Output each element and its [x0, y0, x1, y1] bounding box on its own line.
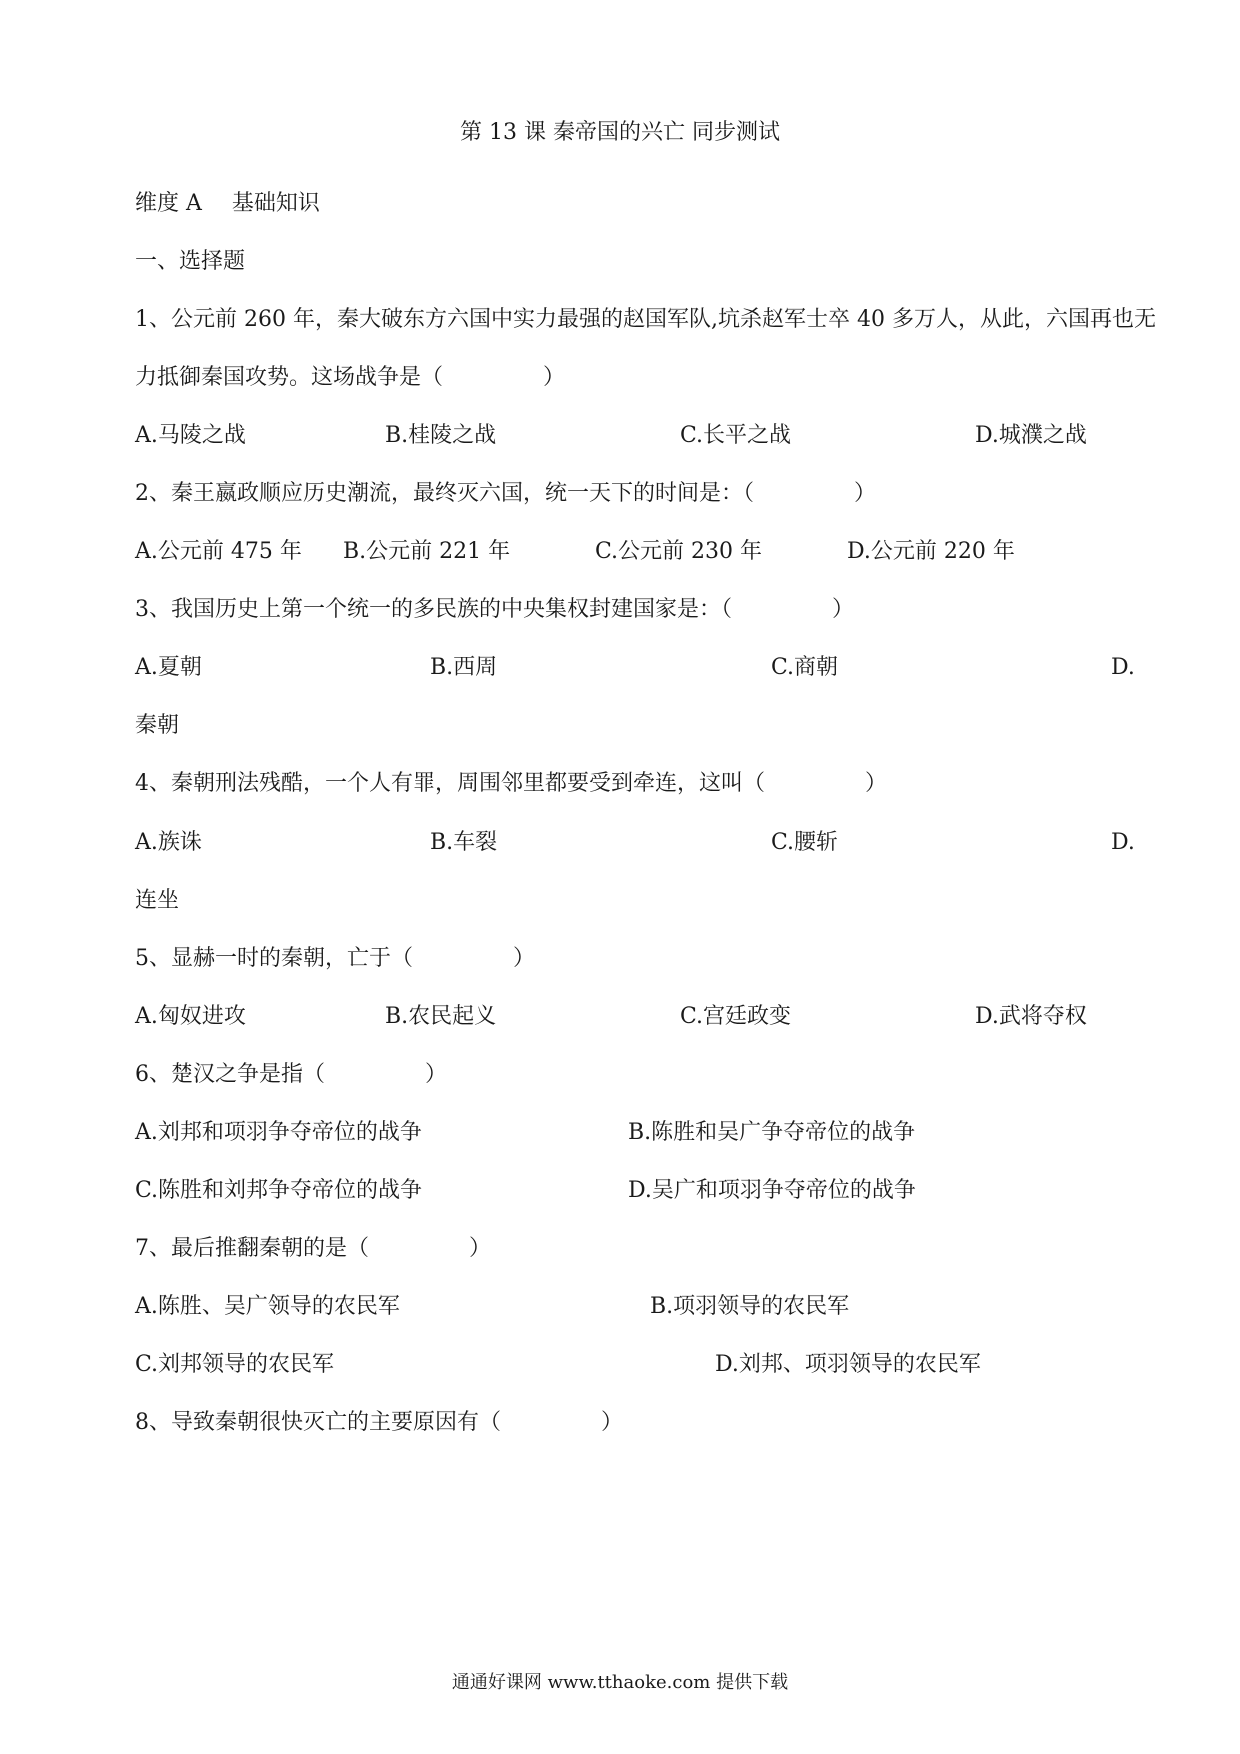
option-a: A.匈奴进攻 — [135, 1004, 246, 1029]
option-b: B.车裂 — [430, 830, 498, 855]
option-a: A.族诛 — [135, 830, 202, 855]
question-type-heading: 一、选择题 — [135, 249, 246, 274]
section-label: 维度 A — [135, 191, 202, 216]
option-c: C.商朝 — [771, 655, 839, 680]
option-d: D.城濮之战 — [975, 423, 1087, 448]
question-3-stem: 3、我国历史上第一个统一的多民族的中央集权封建国家是：（ ） — [135, 597, 855, 622]
option-a: A.陈胜、吴广领导的农民军 — [135, 1294, 400, 1319]
question-6-stem: 6、楚汉之争是指（ ） — [135, 1062, 448, 1087]
question-8-stem: 8、导致秦朝很快灭亡的主要原因有（ ） — [135, 1410, 624, 1435]
option-b: B.西周 — [430, 655, 498, 680]
question-1-stem-line-1: 1、公元前 260 年，秦大破东方六国中实力最强的赵国军队,坑杀赵军士卒 40 多万人，从此，六国再也无 — [135, 307, 1156, 332]
question-4-option-d-continuation: 连坐 — [135, 888, 180, 913]
question-3-option-d-continuation: 秦朝 — [135, 713, 180, 738]
option-a: A.公元前 475 年 — [135, 539, 302, 564]
option-d: D.公元前 220 年 — [847, 539, 1015, 564]
question-4-stem: 4、秦朝刑法残酷，一个人有罪，周围邻里都要受到牵连，这叫（ ） — [135, 771, 888, 796]
option-d: D.武将夺权 — [975, 1004, 1087, 1029]
option-d: D. — [1111, 830, 1135, 855]
question-1-stem-line-2 — [135, 363, 1140, 393]
option-a: A.刘邦和项羽争夺帝位的战争 — [135, 1120, 422, 1145]
option-c: C.陈胜和刘邦争夺帝位的战争 — [135, 1178, 423, 1203]
section-heading — [135, 189, 1140, 219]
question-1-stem-text: 力抵御秦国攻势。这场战争是（ ） — [135, 365, 566, 390]
page-footer: 通通好课网 www.tthaoke.com 提供下载 — [451, 1672, 789, 1693]
question-7-stem: 7、最后推翻秦朝的是（ ） — [135, 1236, 492, 1261]
option-b: B.农民起义 — [385, 1004, 497, 1029]
option-b: B.桂陵之战 — [385, 423, 497, 448]
page-title: 第 13 课 秦帝国的兴亡 同步测试 — [460, 120, 780, 145]
option-d: D.刘邦、项羽领导的农民军 — [715, 1352, 981, 1377]
option-d: D.吴广和项羽争夺帝位的战争 — [628, 1178, 916, 1203]
option-a: A.夏朝 — [135, 655, 202, 680]
question-5-stem: 5、显赫一时的秦朝，亡于（ ） — [135, 946, 536, 971]
option-c: C.长平之战 — [680, 423, 792, 448]
option-b: B.公元前 221 年 — [343, 539, 511, 564]
question-2-stem: 2、秦王嬴政顺应历史潮流，最终灭六国，统一天下的时间是：（ ） — [135, 481, 877, 506]
option-d: D. — [1111, 655, 1135, 680]
option-c: C.刘邦领导的农民军 — [135, 1352, 335, 1377]
option-c: C.公元前 230 年 — [595, 539, 763, 564]
option-c: C.宫廷政变 — [680, 1004, 792, 1029]
option-b: B.陈胜和吴广争夺帝位的战争 — [628, 1120, 916, 1145]
section-name: 基础知识 — [231, 191, 320, 216]
option-a: A.马陵之战 — [135, 423, 246, 448]
option-c: C.腰斩 — [771, 830, 839, 855]
option-b: B.项羽领导的农民军 — [650, 1294, 850, 1319]
